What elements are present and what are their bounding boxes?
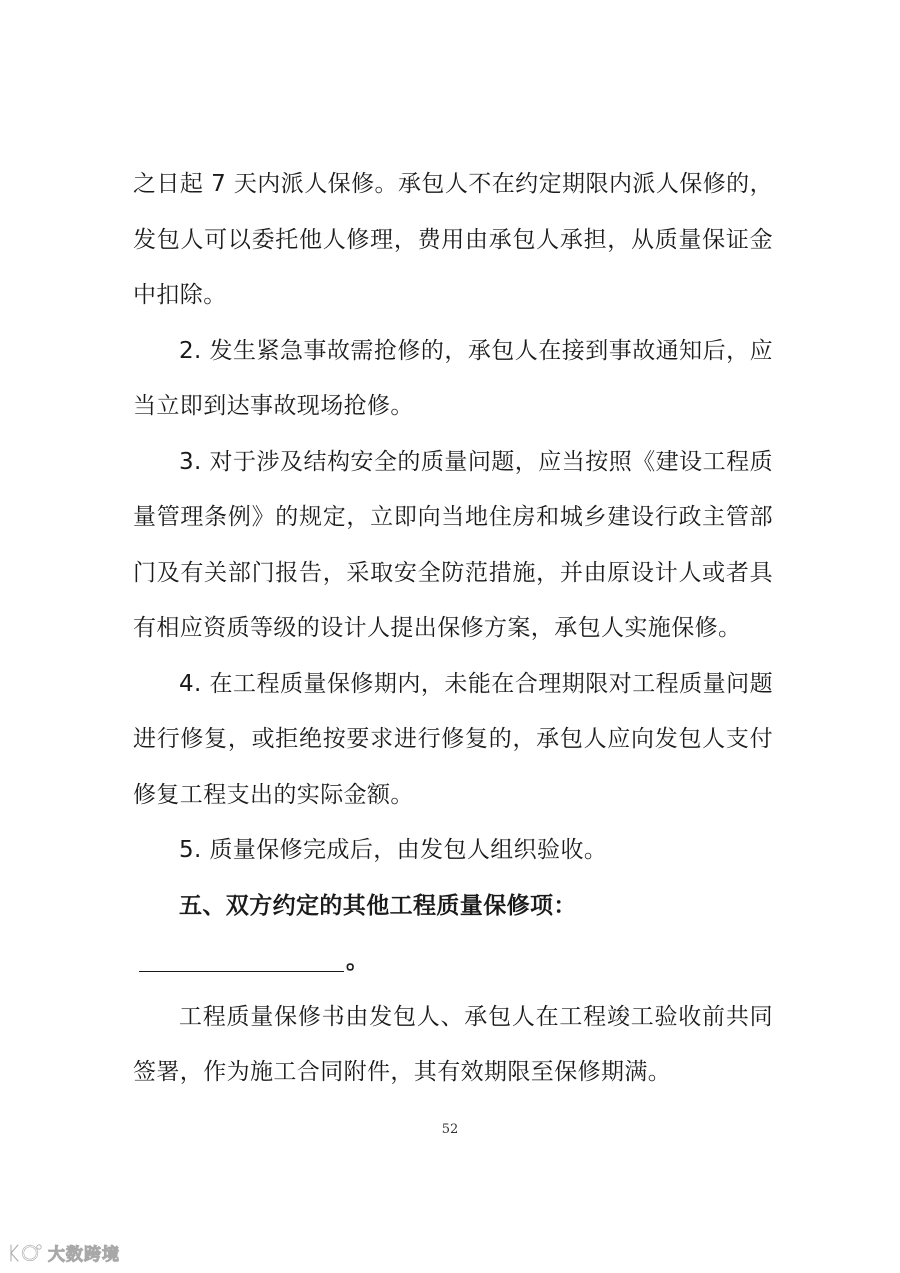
- watermark: [8, 1240, 120, 1265]
- section-heading-colon: ：: [553, 892, 577, 919]
- page-number: 52: [441, 1122, 459, 1137]
- paragraph-item-4: 4. 在工程质量保修期内，未能在合理期限对工程质量问题进行修复，或拒绝按要求进行修复的，承包人应向发包人支付修复工程支出的实际金额。: [133, 670, 773, 808]
- fill-in-blank-line: [139, 947, 344, 972]
- paragraph-continuation: 之日起 7 天内派人保修。承包人不在约定期限内派人保修的，发包人可以委托他人修理，费用由承包人承担，从质量保证金中扣除。: [133, 171, 773, 308]
- section-heading-end: 。: [346, 948, 370, 974]
- section-heading-text: 五、双方约定的其他工程质量保修项: [179, 892, 554, 919]
- closing-paragraph: 工程质量保修书由发包人、承包人在工程竣工验收前共同签署，作为施工合同附件，其有效期限至保修期满。: [133, 1003, 773, 1085]
- paragraph-item-3: 3. 对于涉及结构安全的质量问题，应当按照《建设工程质量管理条例》的规定，立即向当地住房和城乡建设行政主管部门及有关部门报告，采取安全防范措施，并由原设计人或者具有相应资质等级的设计人提出保修方案，承包人实施保修。: [133, 448, 773, 641]
- document-body: [133, 157, 773, 1101]
- watermark-text: 大数跨境: [48, 1245, 120, 1265]
- paragraph-item-2: 2. 发生紧急事故需抢修的，承包人在接到事故通知后，应当立即到达事故现场抢修。: [133, 337, 773, 419]
- paragraph-item-5: 5. 质量保修完成后，由发包人组织验收。: [179, 837, 608, 863]
- section-heading: [133, 879, 773, 990]
- kc-logo-icon: [8, 1241, 44, 1265]
